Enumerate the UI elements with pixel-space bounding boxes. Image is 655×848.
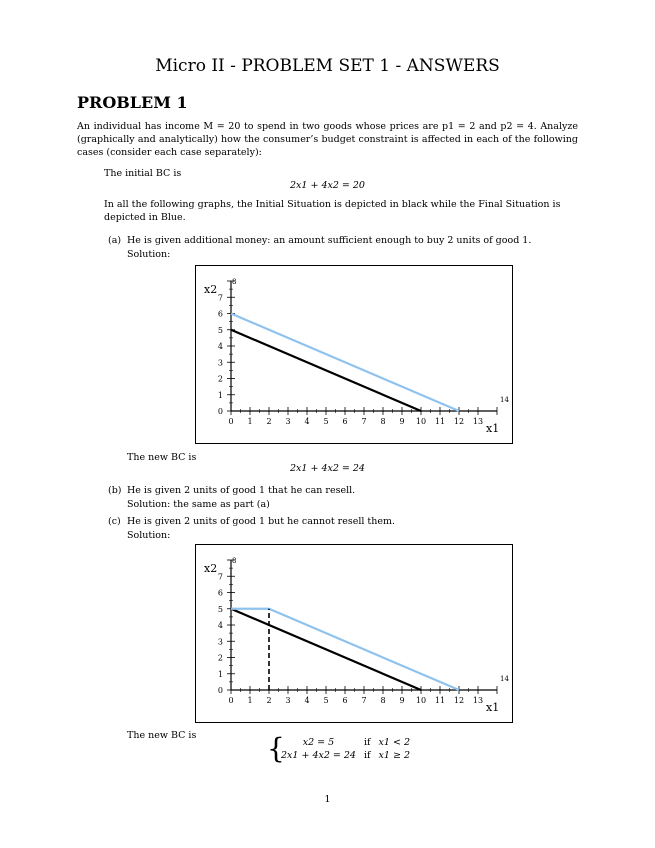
x-tick-label: 12 — [453, 417, 465, 426]
part-c-label: (c) — [108, 516, 121, 527]
x-tick-label: 1 — [247, 696, 253, 705]
initial-bc-equation: 2x1 + 4x2 = 20 — [290, 180, 365, 191]
y-tick-label: 3 — [217, 637, 223, 647]
y-tick-label: 2 — [217, 374, 223, 384]
x-tick-label: 2 — [266, 696, 272, 705]
y-tick-label: 0 — [217, 407, 223, 416]
x-tick-label: 6 — [342, 417, 348, 426]
problem-heading: PROBLEM 1 — [77, 93, 188, 112]
graph-c — [195, 544, 513, 723]
y-tick-label: 6 — [217, 309, 223, 319]
y-axis-label: x2 — [204, 562, 218, 575]
left-brace: { — [267, 732, 285, 765]
x-tick-label: 6 — [342, 696, 348, 705]
x-tick-label: 5 — [323, 417, 329, 426]
y-tick-label: 6 — [217, 588, 223, 598]
problem-intro: An individual has income M = 20 to spend in two goods whose prices are p1 = 2 and p2 = 4. Analyze (graphically and analytically) how the consumer’s budget constraint is affected in each of the following cases (consider each case separately): — [77, 121, 578, 158]
x-tick-label: 5 — [323, 696, 329, 705]
x-tick-label: 4 — [304, 696, 310, 705]
part-a-text: He is given additional money: an amount sufficient enough to buy 2 units of good 1. — [127, 235, 532, 246]
y-tick-label: 7 — [217, 572, 223, 582]
x-tick-label: 7 — [361, 696, 367, 705]
x-tick-label: 9 — [399, 696, 405, 705]
part-b-label: (b) — [108, 485, 122, 496]
piecewise-row: 2x1 + 4x2 = 24 if x1 ≥ 2 — [281, 750, 410, 761]
x-tick-label: 13 — [472, 696, 484, 705]
y-tick-label: 1 — [217, 669, 223, 679]
x-tick-label: 8 — [380, 696, 386, 705]
initial-bc-label: The initial BC is — [104, 168, 182, 179]
new-bc-a-label: The new BC is — [127, 452, 197, 463]
x-tick-label: 3 — [285, 696, 291, 705]
x-tick-label: 7 — [361, 417, 367, 426]
y-tick-label: 5 — [217, 604, 223, 614]
new-bc-a-equation: 2x1 + 4x2 = 24 — [290, 463, 365, 474]
x-tick-label: 10 — [415, 417, 427, 426]
x-tick-label: 14 — [500, 675, 509, 683]
part-a-solution: Solution: — [127, 249, 171, 260]
part-b-solution: Solution: the same as part (a) — [127, 499, 270, 510]
part-c-solution: Solution: — [127, 530, 171, 541]
x-tick-label: 4 — [304, 417, 310, 426]
y-tick-label: 2 — [217, 653, 223, 663]
x-tick-label: 12 — [453, 696, 465, 705]
x-tick-label: 8 — [380, 417, 386, 426]
series-line — [231, 330, 421, 411]
y-tick-label: 4 — [217, 621, 223, 630]
page-title: Micro II - PROBLEM SET 1 - ANSWERS — [155, 56, 500, 76]
graph-a — [195, 265, 513, 444]
series-line — [231, 609, 421, 690]
series-line — [231, 314, 459, 412]
x-tick-label: 3 — [285, 417, 291, 426]
new-bc-c-label: The new BC is — [127, 730, 197, 741]
x-tick-label: 10 — [415, 696, 427, 705]
x-axis-label: x1 — [486, 701, 500, 714]
y-tick-label: 8 — [232, 557, 237, 565]
y-tick-label: 5 — [217, 325, 223, 335]
x-tick-label: 11 — [434, 696, 446, 705]
x-tick-label: 13 — [472, 417, 484, 426]
graph-note: In all the following graphs, the Initial Situation is depicted in black while the Final Situation is depicted in Blue. — [104, 199, 561, 223]
x-axis-label: x1 — [486, 422, 500, 435]
y-tick-label: 0 — [217, 686, 223, 695]
y-tick-label: 4 — [217, 342, 223, 351]
y-tick-label: 7 — [217, 293, 223, 303]
y-tick-label: 8 — [232, 278, 237, 286]
part-c-text: He is given 2 units of good 1 but he cannot resell them. — [127, 516, 396, 527]
part-b-text: He is given 2 units of good 1 that he can resell. — [127, 485, 356, 496]
page-number: 1 — [324, 794, 331, 805]
y-axis-label: x2 — [204, 283, 218, 296]
series-line — [231, 609, 459, 690]
x-tick-label: 14 — [500, 396, 509, 404]
part-a-label: (a) — [108, 235, 122, 246]
x-tick-label: 2 — [266, 417, 272, 426]
x-tick-label: 0 — [228, 696, 234, 705]
x-tick-label: 1 — [247, 417, 253, 426]
piecewise-bc — [267, 732, 414, 765]
x-tick-label: 9 — [399, 417, 405, 426]
x-tick-label: 0 — [228, 417, 234, 426]
x-tick-label: 11 — [434, 417, 446, 426]
y-tick-label: 1 — [217, 390, 223, 400]
piecewise-row: x2 = 5 if x1 < 2 — [302, 737, 410, 748]
y-tick-label: 3 — [217, 358, 223, 368]
